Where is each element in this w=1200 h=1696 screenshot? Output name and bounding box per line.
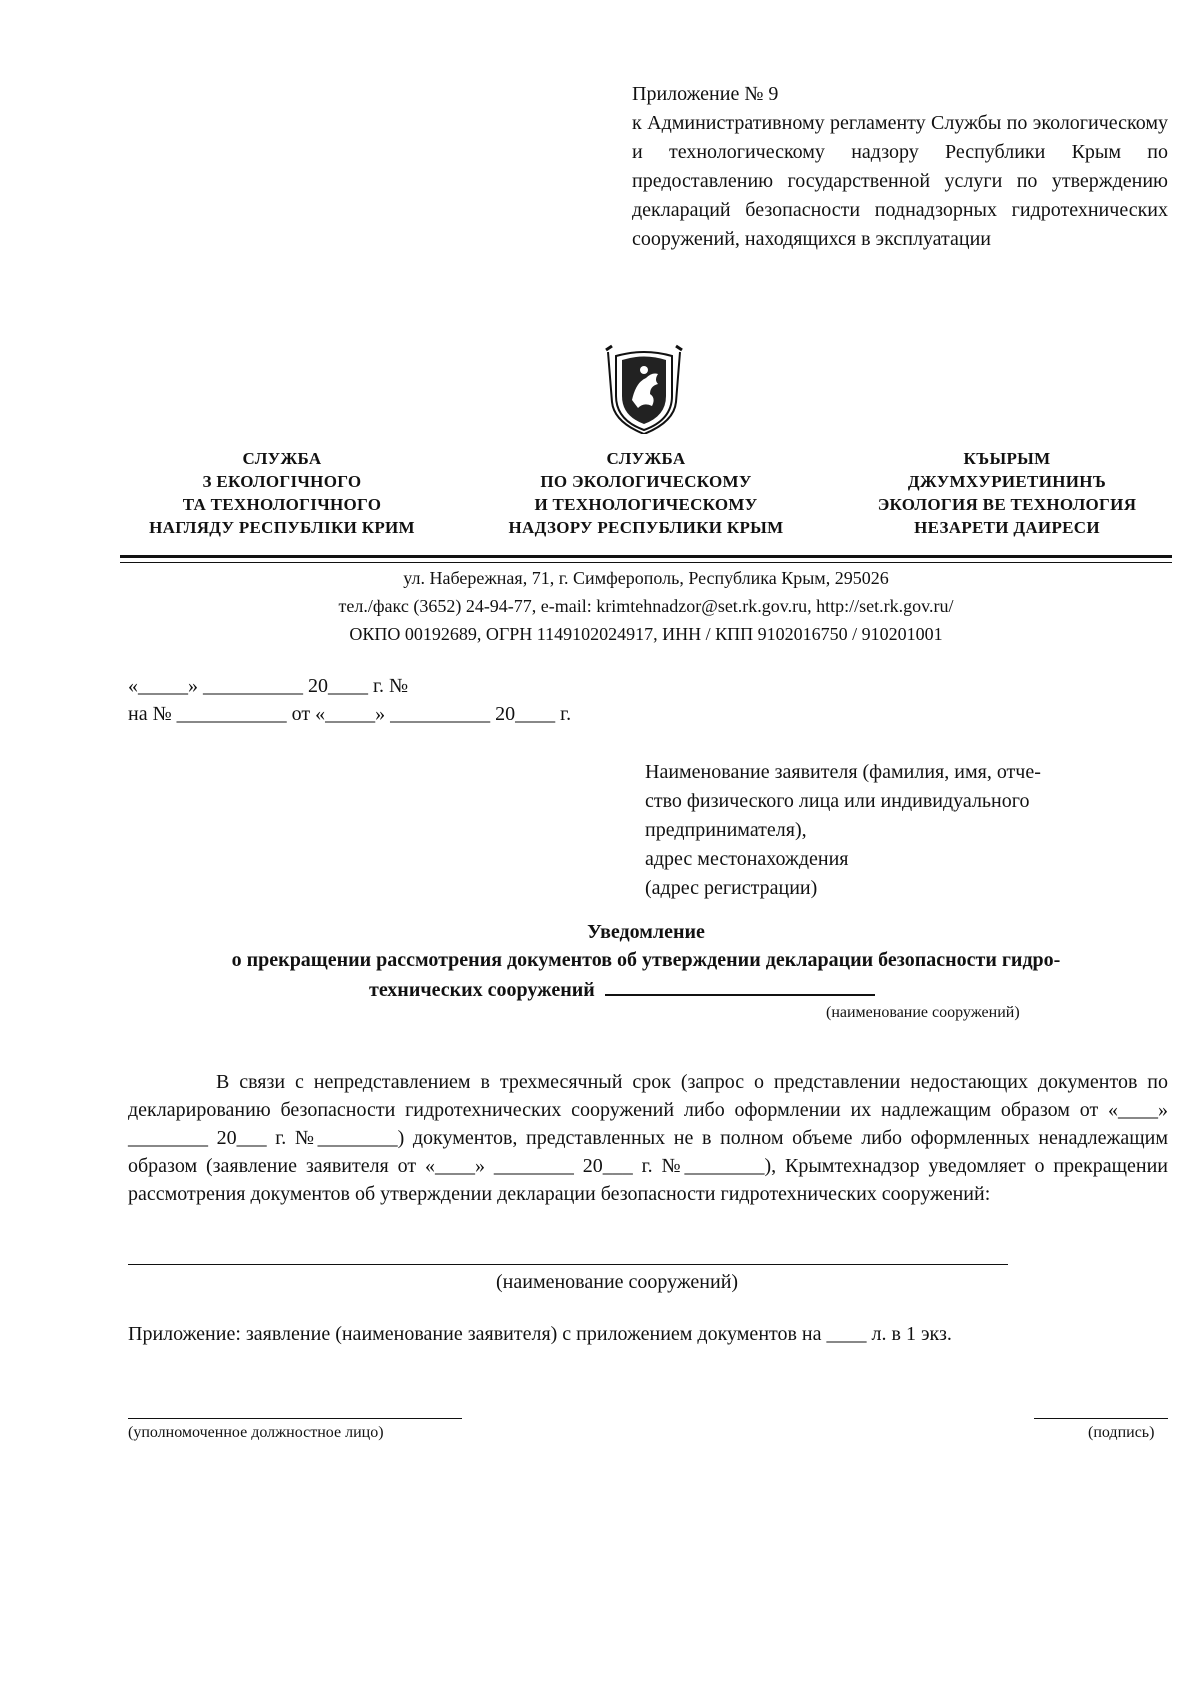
notice-subtitle: о прекращении рассмотрения документов об утверждении декларации безопасности гидро- <box>231 949 1061 971</box>
recipient-line: адрес местонахождения <box>645 848 849 870</box>
body-paragraph <box>128 1068 1168 1208</box>
header-crimean-tatar-line: ЭКОЛОГИЯ ВЕ ТЕХНОЛОГИЯ <box>877 495 1137 514</box>
registration-line-incoming: на № ___________ от «_____» __________ 20____ г. <box>128 703 572 725</box>
header-crimean-tatar <box>846 447 1168 539</box>
header-russian-line: ПО ЭКОЛОГИЧЕСКОМУ <box>540 472 752 491</box>
recipient-line: (адрес регистрации) <box>645 877 818 899</box>
header-russian-line: И ТЕХНОЛОГИЧЕСКОМУ <box>534 495 758 514</box>
notice-subtitle-caption: (наименование сооружений) <box>826 1004 1020 1021</box>
header-ukrainian-line: З ЕКОЛОГІЧНОГО <box>202 472 362 491</box>
contacts-address: ул. Набережная, 71, г. Симферополь, Республика Крым, 295026 <box>403 568 889 588</box>
header-russian <box>483 447 809 539</box>
notice-subtitle-cont <box>369 974 875 1004</box>
facility-name-caption: (наименование сооружений) <box>496 1271 739 1293</box>
header-ukrainian <box>132 447 432 539</box>
header-ukrainian-line: ТА ТЕХНОЛОГІЧНОГО <box>182 495 382 514</box>
contacts-codes: ОКПО 00192689, ОГРН 1149102024917, ИНН / КПП 9102016750 / 910201001 <box>349 624 943 644</box>
header-divider-thin <box>120 562 1172 563</box>
recipient-line: предпринимателя), <box>645 819 807 841</box>
annex-title: Приложение № 9 <box>632 83 779 105</box>
signature-caption: (подпись) <box>1088 1424 1155 1441</box>
recipient-line: ство физического лица или индивидуального <box>645 790 1030 812</box>
notice-title: Уведомление <box>587 921 705 943</box>
header-crimean-tatar-line: КЪЫРЫМ <box>963 449 1051 468</box>
header-russian-line: СЛУЖБА <box>606 449 686 468</box>
official-caption: (уполномоченное должностное лицо) <box>128 1424 384 1441</box>
header-russian-line: НАДЗОРУ РЕСПУБЛИКИ КРЫМ <box>508 518 784 537</box>
attachment-line: Приложение: заявление (наименование заявителя) с приложением документов на ____ л. в 1 экз. <box>128 1323 952 1345</box>
body-paragraph-text: В связи с непредставлением в трехмесячный срок (запрос о представлении недостающих документов по декларированию безопасности гидротехнических сооружений либо оформлении их надлежащим образом от «____» ________ 20___ г. №________) документов, представленных не в полном объеме либо оформленных ненадлежащим образом (заявление заявителя от «____» ________ 20___ г. №________), Крымтехнадзор уведомляет о прекращении рассмотрения документов об утверждении декларации безопасности гидротехнических сооружений: <box>128 1071 1168 1205</box>
header-ukrainian-line: СЛУЖБА <box>242 449 322 468</box>
header-divider-thick <box>120 555 1172 558</box>
notice-subtitle-text: технических сооружений <box>369 979 595 1001</box>
contacts-block <box>120 564 1172 648</box>
recipient-block <box>645 758 1165 903</box>
official-line[interactable] <box>128 1418 462 1419</box>
header-ukrainian-line: НАГЛЯДУ РЕСПУБЛІКИ КРИМ <box>149 518 415 537</box>
facility-name-line[interactable] <box>128 1264 1008 1265</box>
crimea-emblem-icon <box>602 342 686 434</box>
recipient-line: Наименование заявителя (фамилия, имя, отче- <box>645 761 1041 783</box>
header-crimean-tatar-line: ДЖУМХУРИЕТИНИНЪ <box>907 472 1107 491</box>
registration-line-outgoing: «_____» __________ 20____ г. № <box>128 675 409 697</box>
contacts-phone-email: тел./факс (3652) 24-94-77, e-mail: krimtehnadzor@set.rk.gov.ru, http://set.rk.gov.ru/ <box>338 596 954 616</box>
facility-name-field[interactable] <box>605 974 875 996</box>
header-crimean-tatar-line: НЕЗАРЕТИ ДАИРЕСИ <box>914 518 1100 537</box>
annex-block <box>632 80 1168 254</box>
signature-line[interactable] <box>1034 1418 1168 1419</box>
annex-body: к Административному регламенту Службы по экологическому и технологическому надзору Республики Крым по предоставлению государственной услуги по утверждению деклараций безопасности поднадзорных гидротехнических сооружений, находящихся в эксплуатации <box>632 112 1168 250</box>
